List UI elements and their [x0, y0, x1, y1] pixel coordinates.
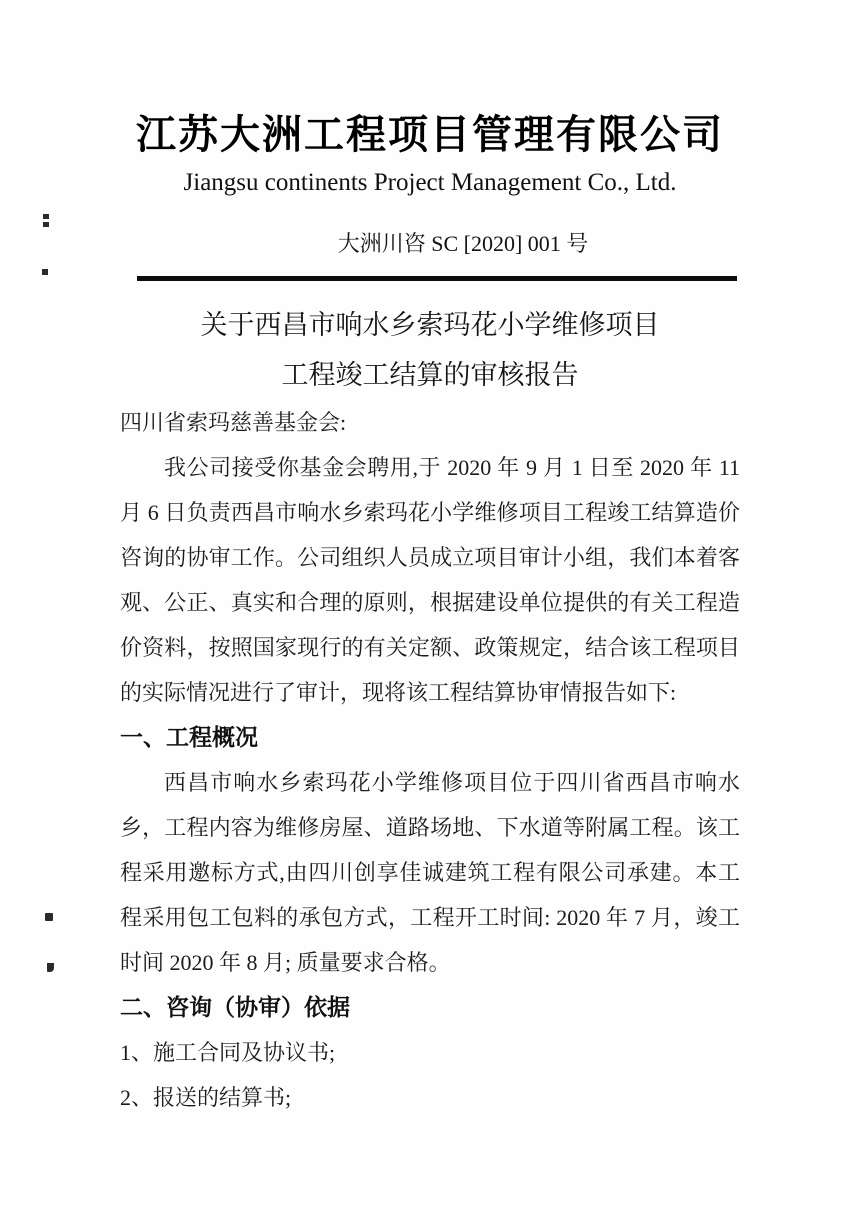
section-2-heading: 二、咨询（协审）依据: [120, 994, 350, 1020]
scan-artifact: [43, 214, 49, 219]
section-1-body: 西昌市响水乡索玛花小学维修项目位于四川省西昌市响水乡，工程内容为维修房屋、道路场地、下水道等附属工程。该工程采用邀标方式,由四川创享佳诚建筑工程有限公司承建。本工程采用包工包料的承包方式，工程开工时间: 2020 年 7 月，竣工时间 2020 年 8 月; 质量要求合格。: [120, 770, 740, 975]
report-body: [120, 300, 740, 1120]
company-name-zh: 江苏大洲工程项目管理有限公司: [136, 112, 724, 157]
company-name-en: Jiangsu continents Project Management Co., Ltd.: [183, 169, 677, 196]
doc-number: 大洲川咨 SC [2020] 001 号: [337, 231, 589, 256]
addressee: 四川省索玛慈善基金会:: [120, 410, 347, 435]
letterhead-divider: [137, 276, 737, 281]
section-1-heading: 一、工程概况: [120, 724, 258, 750]
scan-artifact: [47, 963, 54, 972]
scan-artifact: [45, 913, 53, 921]
report-title-line1: 关于西昌市响水乡索玛花小学维修项目: [200, 310, 660, 340]
basis-list-item-1: 1、施工合同及协议书;: [120, 1040, 336, 1065]
intro-paragraph: 我公司接受你基金会聘用,于 2020 年 9 月 1 日至 2020 年 11 月 6 日负责西昌市响水乡索玛花小学维修项目工程竣工结算造价咨询的协审工作。公司组织人员成立项目审计小组，我们本着客观、公正、真实和合理的原则，根据建设单位提供的有关工程造价资料，按照国家现行的有关定额、政策规定，结合该工程项目的实际情况进行了审计，现将该工程结算协审情报告如下:: [120, 455, 740, 705]
report-title-line2: 工程竣工结算的审核报告: [281, 360, 579, 390]
basis-list-item-2: 2、报送的结算书;: [120, 1085, 292, 1110]
scan-artifact: [42, 269, 48, 275]
scan-artifact: [43, 222, 49, 227]
